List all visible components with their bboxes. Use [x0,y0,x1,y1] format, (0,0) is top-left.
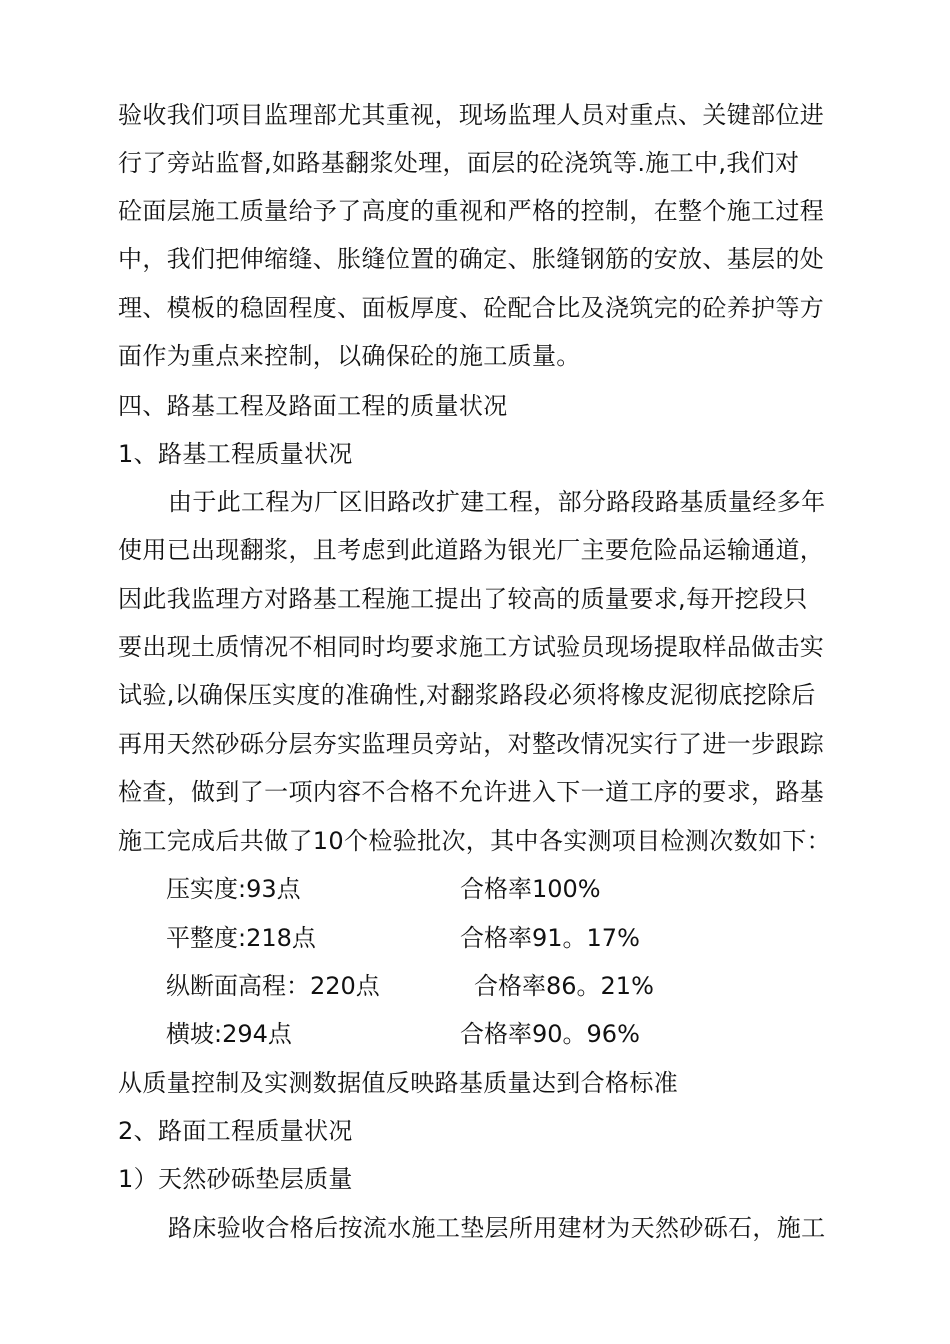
paragraph-line: 验收我们项目监理部尤其重视，现场监理人员对重点、关键部位进 [118,101,825,129]
paragraph-line: 使用已出现翻浆，且考虑到此道路为银光厂主要危险品运输通道， [118,536,825,564]
paragraph-line: 因此我监理方对路基工程施工提出了较高的质量要求,每开挖段只 [118,585,808,613]
subsection-heading: 1、路基工程质量状况 [118,440,353,468]
measurement-rate: 合格率86。21% [474,972,654,1000]
sub-subsection-heading: 1）天然砂砾垫层质量 [118,1165,353,1193]
paragraph-line: 再用天然砂砾分层夯实监理员旁站，对整改情况实行了进一步跟踪 [118,730,825,758]
paragraph-line: 检查，做到了一项内容不合格不允许进入下一道工序的要求，路基 [118,778,825,806]
paragraph-line: 试验,以确保压实度的准确性,对翻浆路段必须将橡皮泥彻底挖除后 [118,681,816,709]
section-heading: 四、路基工程及路面工程的质量状况 [118,392,508,420]
measurement-rate: 合格率100% [460,875,601,903]
paragraph-line: 由于此工程为厂区旧路改扩建工程，部分路段路基质量经多年 [168,488,826,516]
paragraph-line: 施工完成后共做了10个检验批次，其中各实测项目检测次数如下： [118,827,832,855]
measurement-item: 压实度:93点 [166,875,301,903]
measurement-item: 纵断面高程：220点 [166,972,380,1000]
paragraph-line: 行了旁站监督,如路基翻浆处理，面层的砼浇筑等.施工中,我们对 [118,149,800,177]
subsection-heading: 2、路面工程质量状况 [118,1117,353,1145]
measurement-item: 横坡:294点 [166,1020,292,1048]
paragraph-line: 面作为重点来控制，以确保砼的施工质量。 [118,342,581,370]
conclusion-text: 从质量控制及实测数据值反映路基质量达到合格标准 [118,1069,679,1097]
measurement-rate: 合格率91。17% [460,924,640,952]
paragraph-line: 砼面层施工质量给予了高度的重视和严格的控制，在整个施工过程 [118,197,825,225]
paragraph-line: 路床验收合格后按流水施工垫层所用建材为天然砂砾石，施工 [168,1214,826,1242]
measurement-item: 平整度:218点 [166,924,316,952]
paragraph-line: 中，我们把伸缩缝、胀缝位置的确定、胀缝钢筋的安放、基层的处 [118,245,825,273]
paragraph-line: 要出现土质情况不相同时均要求施工方试验员现场提取样品做击实 [118,633,825,661]
measurement-rate: 合格率90。96% [460,1020,640,1048]
paragraph-line: 理、模板的稳固程度、面板厚度、砼配合比及浇筑完的砼养护等方 [118,294,825,322]
